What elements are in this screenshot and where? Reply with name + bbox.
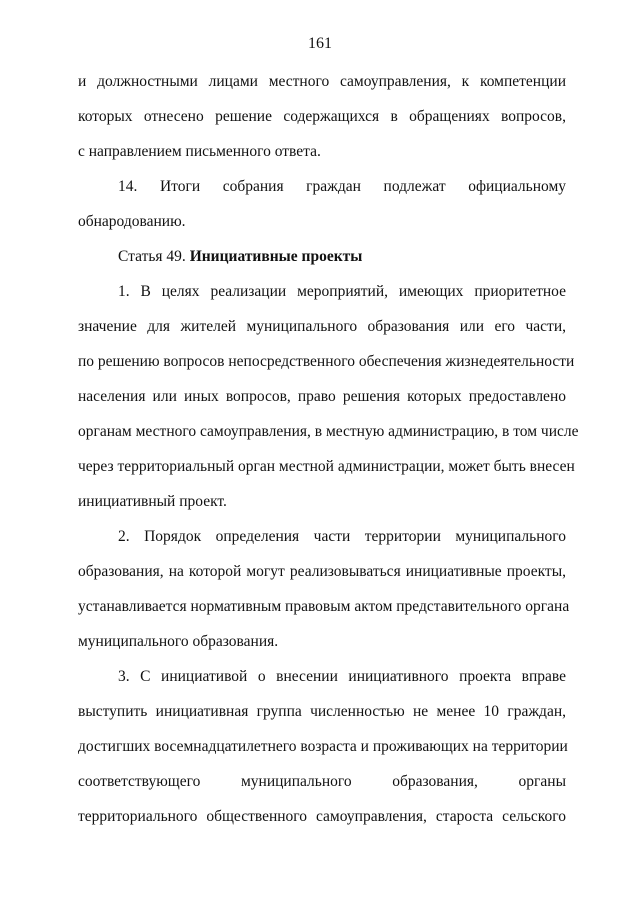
text-line: достигших восемнадцатилетнего возраста и проживающих на территории (78, 738, 568, 755)
article-heading (118, 247, 566, 267)
article-title: Инициативные проекты (189, 248, 363, 265)
text-line: соответствующего муниципального образования, органы (78, 773, 566, 790)
text-line: населения или иных вопросов, право решения которых предоставлено (78, 388, 566, 405)
text-line: и должностными лицами местного самоуправления, к компетенции (78, 73, 566, 90)
text-line: 1. В целях реализации мероприятий, имеющих приоритетное (118, 283, 566, 300)
text-line: значение для жителей муниципального образования или его части, (78, 318, 566, 335)
text-line: территориального общественного самоуправления, староста сельского (78, 808, 566, 825)
text-line: устанавливается нормативным правовым актом представительного органа (78, 598, 570, 615)
text-line: через территориальный орган местной администрации, может быть внесен (78, 458, 575, 475)
article-number: Статья 49. (118, 248, 186, 265)
text-line: органам местного самоуправления, в местную администрацию, в том числе (78, 423, 579, 440)
page-number: 161 (308, 35, 332, 52)
text-line: с направлением письменного ответа. (78, 143, 321, 160)
text-line: 2. Порядок определения части территории муниципального (118, 528, 566, 545)
text-line: обнародованию. (78, 213, 186, 230)
text-line: 3. С инициативой о внесении инициативного проекта вправе (118, 668, 566, 685)
text-line: которых отнесено решение содержащихся в обращениях вопросов, (78, 108, 566, 125)
text-line: инициативный проект. (78, 493, 227, 510)
text-line: 14. Итоги собрания граждан подлежат официальному (118, 178, 566, 195)
text-line: образования, на которой могут реализовываться инициативные проекты, (78, 563, 566, 580)
text-line: по решению вопросов непосредственного обеспечения жизнедеятельности (78, 353, 575, 370)
text-line: муниципального образования. (78, 633, 279, 650)
text-line: выступить инициативная группа численностью не менее 10 граждан, (78, 703, 566, 720)
